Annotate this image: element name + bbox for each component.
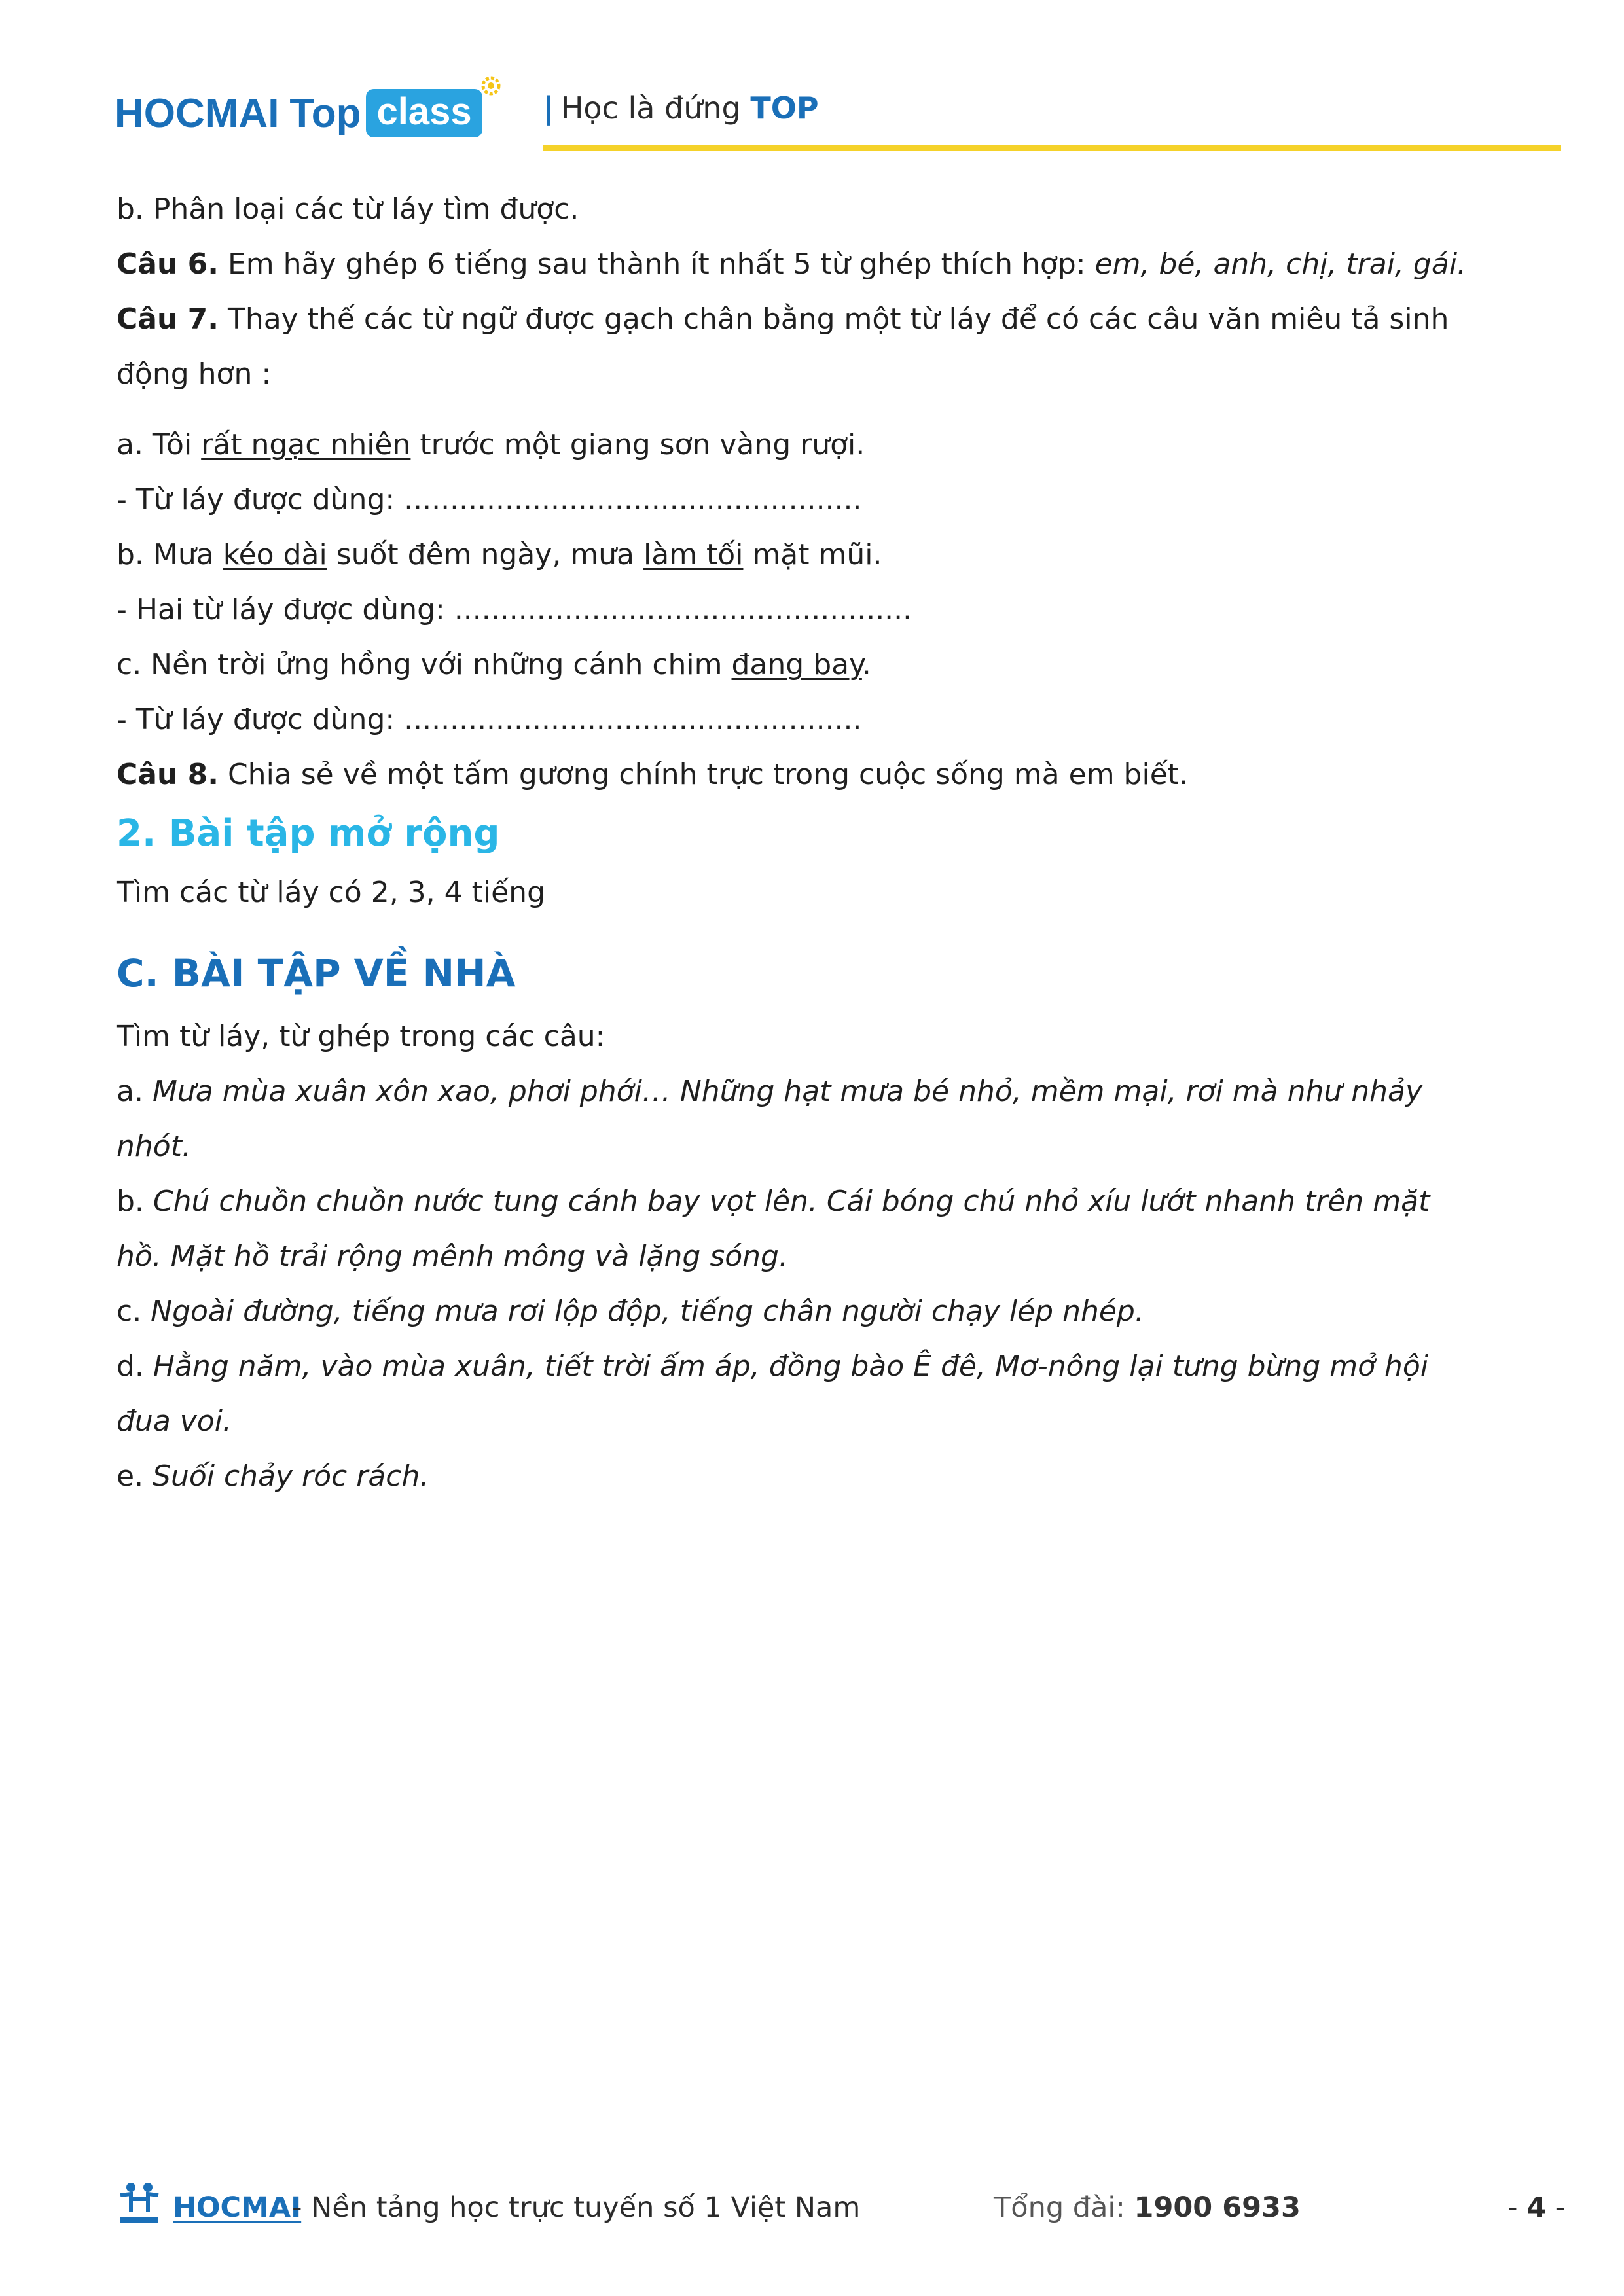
logo-brand: HOCMAI [115,90,280,136]
item-label: d. [117,1350,153,1383]
item-label: e. [117,1460,153,1493]
item-text: c. Nền trời ửng hồng với những cánh chim [117,648,732,681]
footer-hotline [994,2191,1301,2224]
question-text: Em hãy ghép 6 tiếng sau thành ít nhất 5 từ ghép thích hợp: [218,247,1095,281]
footer-brand-link[interactable]: HOCMAI [173,2191,302,2224]
question-7 [117,292,1517,347]
hotline-label: Tổng đài: [994,2191,1134,2224]
item-text: . [861,648,871,681]
hocmai-topclass-logo [115,89,482,137]
homework-d-continued [117,1394,1517,1449]
question-6 [117,237,1517,292]
hotline-number: 1900 6933 [1134,2191,1301,2224]
page-header [115,77,1561,156]
homework-a-continued [117,1119,1517,1174]
item-text: Mưa mùa xuân xôn xao, phơi phới… Những hạt mưa bé nhỏ, mềm mại, rơi mà như nhảy [152,1075,1422,1108]
homework-a [117,1064,1517,1119]
homework-d [117,1339,1517,1394]
item-text: đua voi. [117,1405,232,1438]
header-divider [543,145,1561,151]
question-label: Câu 8. [117,758,219,791]
item-text: Chú chuồn chuồn nước tung cánh bay vọt lên. Cái bóng chú nhỏ xíu lướt nhanh trên mặt [153,1185,1430,1218]
item-text: hồ. Mặt hồ trải rộng mênh mông và lặng sóng. [117,1240,788,1273]
logo-class-badge [366,89,482,137]
logo-class: class [376,90,472,133]
underlined-phrase: đang bay [731,648,862,681]
item-text: trước một giang sơn vàng rượi. [410,428,865,461]
document-body [117,182,1517,1504]
answer-line: - Từ láy được dùng: .................................................. [117,483,862,516]
homework-c [117,1284,1517,1339]
tagline [543,90,819,126]
homework-e [117,1449,1517,1504]
page-number [1507,2191,1565,2224]
question-8 [117,747,1517,802]
homework-b [117,1174,1517,1229]
tagline-text: Học là đứng [560,90,751,126]
item-text: Ngoài đường, tiếng mưa rơi lộp độp, tiếng chân người chạy lép nhép. [151,1295,1144,1328]
body-line: Tìm các từ láy có 2, 3, 4 tiếng [117,876,545,909]
hocmai-people-icon [117,2179,162,2227]
item-text: nhót. [117,1130,191,1163]
item-text: Hằng năm, vào mùa xuân, tiết trời ấm áp, đồng bào Ê đê, Mơ-nông lại tưng bừng mở hội [153,1350,1429,1383]
page-footer [117,2179,1566,2238]
answer-line: - Hai từ láy được dùng: .................................................. [117,593,912,626]
item-label: a. [117,1075,153,1108]
item-text: mặt mũi. [743,538,882,571]
item-text: suốt đêm ngày, mưa [327,538,644,571]
underlined-phrase: làm tối [643,538,744,571]
logo-top: Top [289,90,361,136]
item-label: b. [117,1185,153,1218]
question-7-continued: động hơn : [117,357,272,391]
gear-icon [480,75,502,97]
section-title: C. BÀI TẬP VỀ NHÀ [117,951,516,996]
item-text: b. Mưa [117,538,223,571]
page-number-dash: - [1546,2191,1566,2224]
page-number-dash: - [1507,2191,1527,2224]
item-text: Suối chảy róc rách. [153,1460,429,1493]
question-text: Thay thế các từ ngữ được gạch chân bằng một từ láy để có các câu văn miêu tả sinh [218,302,1449,336]
page-number-value: 4 [1526,2191,1547,2224]
footer-description: - Nền tảng học trực tuyến số 1 Việt Nam [292,2191,861,2224]
item-label: c. [117,1295,151,1328]
question-text: Chia sẻ về một tấm gương chính trực trong cuộc sống mà em biết. [218,758,1189,791]
body-line: b. Phân loại các từ láy tìm được. [117,192,579,226]
item-text: a. Tôi [117,428,202,461]
section-heading: 2. Bài tập mở rộng [117,812,500,855]
item-a [117,418,1517,473]
homework-b-continued [117,1229,1517,1284]
item-c [117,637,1517,692]
question-words: em, bé, anh, chị, trai, gái. [1094,247,1467,281]
answer-line: - Từ láy được dùng: .................................................. [117,703,862,736]
tagline-top: TOP [750,90,819,126]
underlined-phrase: kéo dài [223,538,327,571]
item-b [117,528,1517,583]
underlined-phrase: rất ngạc nhiên [201,428,411,461]
tagline-bar: | [543,90,554,126]
body-line: Tìm từ láy, từ ghép trong các câu: [117,1020,605,1053]
question-label: Câu 6. [117,247,219,281]
question-label: Câu 7. [117,302,219,336]
spacer [117,402,1517,418]
